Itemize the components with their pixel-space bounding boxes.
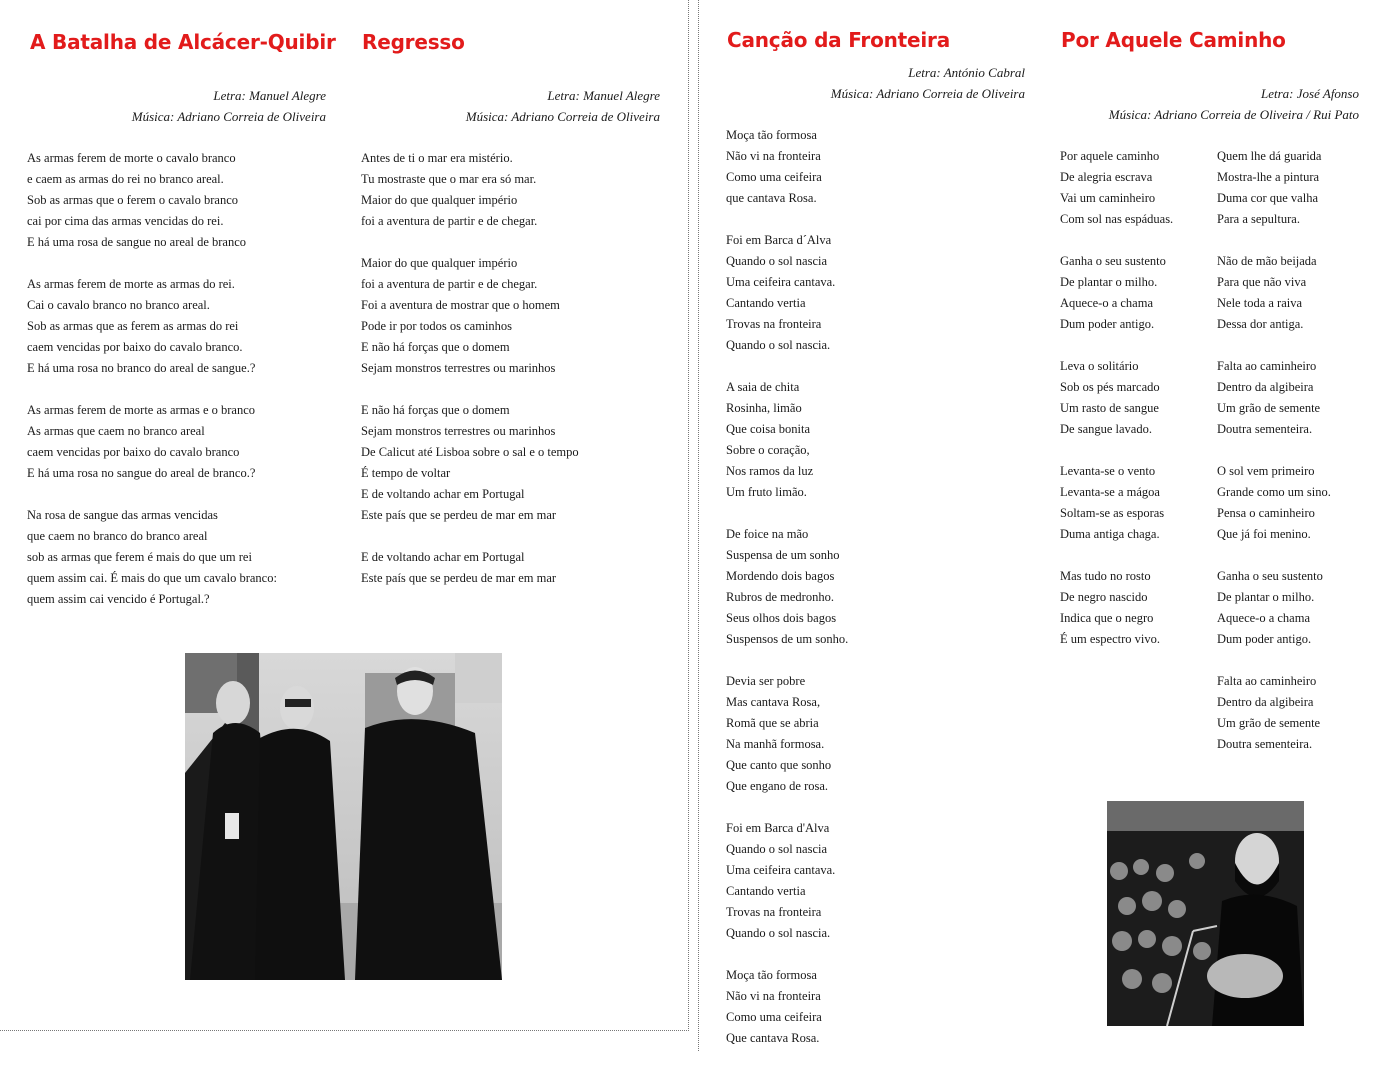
lyric-line: Dentro da algibeira — [1217, 695, 1314, 709]
lyric-line: Um grão de semente — [1217, 401, 1321, 415]
lyric-line: Mas tudo no rosto — [1060, 569, 1151, 583]
lyric-line: Este país que se perdeu de mar em mar — [361, 571, 557, 585]
lyric-line: Dum poder antigo. — [1060, 317, 1155, 331]
lyric-line: Ganha o seu sustento — [1060, 254, 1166, 268]
lyric-line: Por aquele caminho — [1060, 149, 1160, 163]
lyric-line: Que cantava Rosa. — [726, 1031, 820, 1045]
singer-photo — [1107, 801, 1304, 1026]
stanza — [726, 524, 848, 650]
song-title-batalha: A Batalha de Alcácer-Quibir — [30, 30, 336, 54]
lyric-line: Leva o solitário — [1060, 359, 1139, 373]
music-credit: Música: Adriano Correia de Oliveira — [465, 109, 660, 124]
lyric-line: É um espectro vivo. — [1060, 632, 1160, 646]
lyric-line: quem assim cai vencido é Portugal.? — [27, 592, 210, 606]
lyric-line: Este país que se perdeu de mar em mar — [361, 508, 557, 522]
lyric-line: Seus olhos dois bagos — [726, 611, 837, 625]
lyric-line: Sob os pés marcado — [1060, 380, 1160, 394]
lyric-line: Mostra-lhe a pintura — [1217, 170, 1320, 184]
lyric-line: As armas que caem no branco areal — [27, 424, 205, 438]
lyric-line: Rosinha, limão — [726, 401, 802, 415]
lyric-line: Sejam monstros terrestres ou marinhos — [361, 361, 556, 375]
lyric-line: Aquece-o a chama — [1217, 611, 1310, 625]
music-credit: Música: Adriano Correia de Oliveira / Rui Pato — [1108, 107, 1359, 122]
lyric-line: Suspensa de um sonho — [726, 548, 840, 562]
lyric-line: E há uma rosa no branco do areal de sangue.? — [27, 361, 256, 375]
credits-batalha — [132, 85, 326, 127]
lyric-line: O sol vem primeiro — [1217, 464, 1315, 478]
stanza — [1060, 146, 1173, 230]
stanza — [1217, 461, 1331, 545]
lyric-line: Maior do que qualquer império — [361, 193, 518, 207]
lyric-line: De negro nascido — [1060, 590, 1148, 604]
stanza — [726, 125, 848, 209]
credits-por-aquele-caminho — [1109, 83, 1359, 125]
lyric-line: Antes de ti o mar era mistério. — [361, 151, 513, 165]
lyrics-credit: Letra: Manuel Alegre — [213, 88, 326, 103]
lyric-line: Cantando vertia — [726, 296, 806, 310]
lyric-line: Trovas na fronteira — [726, 905, 822, 919]
lyric-line: Foi em Barca d´Alva — [726, 233, 832, 247]
lyric-line: Quando o sol nascia — [726, 254, 828, 268]
lyric-line: De plantar o milho. — [1060, 275, 1158, 289]
lyric-line: Doutra sementeira. — [1217, 737, 1313, 751]
lyric-line: Não vi na fronteira — [726, 989, 821, 1003]
lyrics-por-aquele-caminho-col-a — [1060, 146, 1173, 671]
stanza — [726, 230, 848, 356]
lyric-line: É tempo de voltar — [361, 466, 451, 480]
lyric-line: Que coisa bonita — [726, 422, 811, 436]
song-title-por-aquele-caminho: Por Aquele Caminho — [1061, 28, 1286, 52]
song-title-cancao-fronteira: Canção da Fronteira — [727, 28, 951, 52]
lyric-line: A saia de chita — [726, 380, 800, 394]
stanza — [1217, 671, 1331, 755]
stanza — [726, 965, 848, 1049]
lyrics-regresso — [361, 148, 579, 610]
lyric-line: e caem as armas do rei no branco areal. — [27, 172, 224, 186]
credits-regresso — [466, 85, 660, 127]
lyric-line: Sobre o coração, — [726, 443, 810, 457]
trio-photo — [185, 653, 502, 980]
lyrics-credit: Letra: Manuel Alegre — [547, 88, 660, 103]
stanza — [726, 818, 848, 944]
lyric-line: Um fruto limão. — [726, 485, 807, 499]
lyric-line: Quando o sol nascia. — [726, 926, 831, 940]
lyrics-credit: Letra: José Afonso — [1261, 86, 1359, 101]
lyric-line: Com sol nas espáduas. — [1060, 212, 1174, 226]
lyric-line: Falta ao caminheiro — [1217, 359, 1317, 373]
lyric-line: foi a aventura de partir e de chegar. — [361, 214, 538, 228]
lyric-line: De foice na mão — [726, 527, 809, 541]
lyric-line: que caem no branco do branco areal — [27, 529, 208, 543]
lyric-line: Trovas na fronteira — [726, 317, 822, 331]
lyric-line: E há uma rosa de sangue no areal de branco — [27, 235, 247, 249]
stanza — [361, 400, 579, 526]
lyric-line: E não há forças que o domem — [361, 403, 510, 417]
stanza — [27, 400, 277, 484]
lyric-line: Que engano de rosa. — [726, 779, 829, 793]
lyric-line: Romã que se abria — [726, 716, 819, 730]
stanza — [1217, 566, 1331, 650]
lyric-line: Vai um caminheiro — [1060, 191, 1156, 205]
lyric-line: caem vencidas por baixo do cavalo branco — [27, 445, 240, 459]
lyric-line: que cantava Rosa. — [726, 191, 817, 205]
lyric-line: Cantando vertia — [726, 884, 806, 898]
lyric-line: Devia ser pobre — [726, 674, 806, 688]
credits-cancao-fronteira — [831, 62, 1025, 104]
lyrics-cancao-fronteira — [726, 125, 848, 1070]
lyric-line: Quando o sol nascia. — [726, 338, 831, 352]
lyric-line: Um grão de semente — [1217, 716, 1321, 730]
lyric-line: Que canto que sonho — [726, 758, 832, 772]
lyric-line: De alegria escrava — [1060, 170, 1153, 184]
lyric-line: De sangue lavado. — [1060, 422, 1152, 436]
lyric-line: Sejam monstros terrestres ou marinhos — [361, 424, 556, 438]
lyric-line: caem vencidas por baixo do cavalo branco. — [27, 340, 243, 354]
stanza — [1060, 356, 1173, 440]
lyric-line: Pensa o caminheiro — [1217, 506, 1315, 520]
lyric-line: Duma cor que valha — [1217, 191, 1319, 205]
lyric-line: quem assim cai. É mais do que um cavalo branco: — [27, 571, 277, 585]
lyric-line: Para que não viva — [1217, 275, 1307, 289]
lyric-line: Uma ceifeira cantava. — [726, 275, 836, 289]
lyric-line: Que já foi menino. — [1217, 527, 1311, 541]
stanza — [1217, 251, 1331, 335]
lyric-line: As armas ferem de morte o cavalo branco — [27, 151, 236, 165]
lyric-line: Nele toda a raiva — [1217, 296, 1303, 310]
song-title-regresso: Regresso — [362, 30, 465, 54]
lyric-line: As armas ferem de morte as armas do rei. — [27, 277, 235, 291]
lyric-line: E há uma rosa no sangue do areal de branco.? — [27, 466, 256, 480]
lyric-line: Foi em Barca d'Alva — [726, 821, 830, 835]
lyric-line: Doutra sementeira. — [1217, 422, 1313, 436]
lyric-line: Quem lhe dá guarida — [1217, 149, 1322, 163]
lyric-line: Pode ir por todos os caminhos — [361, 319, 513, 333]
stanza — [1217, 146, 1331, 230]
stanza — [1060, 251, 1173, 335]
lyric-line: Como uma ceifeira — [726, 1010, 822, 1024]
lyric-line: Uma ceifeira cantava. — [726, 863, 836, 877]
lyric-line: Cai o cavalo branco no branco areal. — [27, 298, 210, 312]
lyric-line: Rubros de medronho. — [726, 590, 834, 604]
lyric-line: Soltam-se as esporas — [1060, 506, 1165, 520]
stanza — [1060, 461, 1173, 545]
stanza — [1217, 356, 1331, 440]
lyric-line: Na rosa de sangue das armas vencidas — [27, 508, 218, 522]
lyric-line: Dentro da algibeira — [1217, 380, 1314, 394]
stanza — [27, 274, 277, 379]
lyric-line: sob as armas que ferem é mais do que um rei — [27, 550, 252, 564]
lyric-line: Mordendo dois bagos — [726, 569, 835, 583]
stanza — [27, 148, 277, 253]
stanza — [361, 547, 579, 589]
lyric-line: Sob as armas que as ferem as armas do rei — [27, 319, 239, 333]
lyric-line: Moça tão formosa — [726, 968, 817, 982]
lyric-line: Falta ao caminheiro — [1217, 674, 1317, 688]
music-credit: Música: Adriano Correia de Oliveira — [830, 86, 1025, 101]
music-credit: Música: Adriano Correia de Oliveira — [131, 109, 326, 124]
lyric-line: De Calicut até Lisboa sobre o sal e o tempo — [361, 445, 579, 459]
lyric-line: De plantar o milho. — [1217, 590, 1315, 604]
lyric-line: Dessa dor antiga. — [1217, 317, 1304, 331]
lyric-line: Suspensos de um sonho. — [726, 632, 849, 646]
lyric-line: Como uma ceifeira — [726, 170, 822, 184]
lyric-line: E de voltando achar em Portugal — [361, 487, 525, 501]
lyric-line: foi a aventura de partir e de chegar. — [361, 277, 538, 291]
stanza — [1060, 566, 1173, 650]
lyrics-batalha — [27, 148, 277, 631]
lyric-line: Grande como um sino. — [1217, 485, 1331, 499]
stanza — [726, 377, 848, 503]
stanza — [27, 505, 277, 610]
lyric-line: cai por cima das armas vencidas do rei. — [27, 214, 224, 228]
lyric-line: Moça tão formosa — [726, 128, 817, 142]
lyric-line: Mas cantava Rosa, — [726, 695, 821, 709]
lyric-line: E não há forças que o domem — [361, 340, 510, 354]
lyric-line: Nos ramos da luz — [726, 464, 814, 478]
lyric-line: Ganha o seu sustento — [1217, 569, 1323, 583]
lyric-line: Duma antiga chaga. — [1060, 527, 1160, 541]
lyric-line: Tu mostraste que o mar era só mar. — [361, 172, 537, 186]
lyric-line: Não vi na fronteira — [726, 149, 821, 163]
lyric-line: Para a sepultura. — [1217, 212, 1300, 226]
lyric-line: Levanta-se o vento — [1060, 464, 1156, 478]
lyric-line: Dum poder antigo. — [1217, 632, 1312, 646]
lyric-line: As armas ferem de morte as armas e o branco — [27, 403, 256, 417]
lyric-line: Maior do que qualquer império — [361, 256, 518, 270]
stanza — [726, 671, 848, 797]
lyric-line: Foi a aventura de mostrar que o homem — [361, 298, 560, 312]
lyric-line: E de voltando achar em Portugal — [361, 550, 525, 564]
lyric-line: Um rasto de sangue — [1060, 401, 1159, 415]
lyric-line: Aquece-o a chama — [1060, 296, 1153, 310]
stanza — [361, 253, 579, 379]
lyric-line: Sob as armas que o ferem o cavalo branco — [27, 193, 239, 207]
lyric-line: Indica que o negro — [1060, 611, 1154, 625]
right-page — [698, 0, 1384, 1051]
stanza — [361, 148, 579, 232]
lyric-line: Não de mão beijada — [1217, 254, 1317, 268]
lyrics-credit: Letra: António Cabral — [908, 65, 1025, 80]
left-page — [0, 0, 689, 1031]
lyric-line: Na manhã formosa. — [726, 737, 825, 751]
lyric-line: Levanta-se a mágoa — [1060, 485, 1160, 499]
lyric-line: Quando o sol nascia — [726, 842, 828, 856]
lyrics-por-aquele-caminho-col-b — [1217, 146, 1331, 776]
